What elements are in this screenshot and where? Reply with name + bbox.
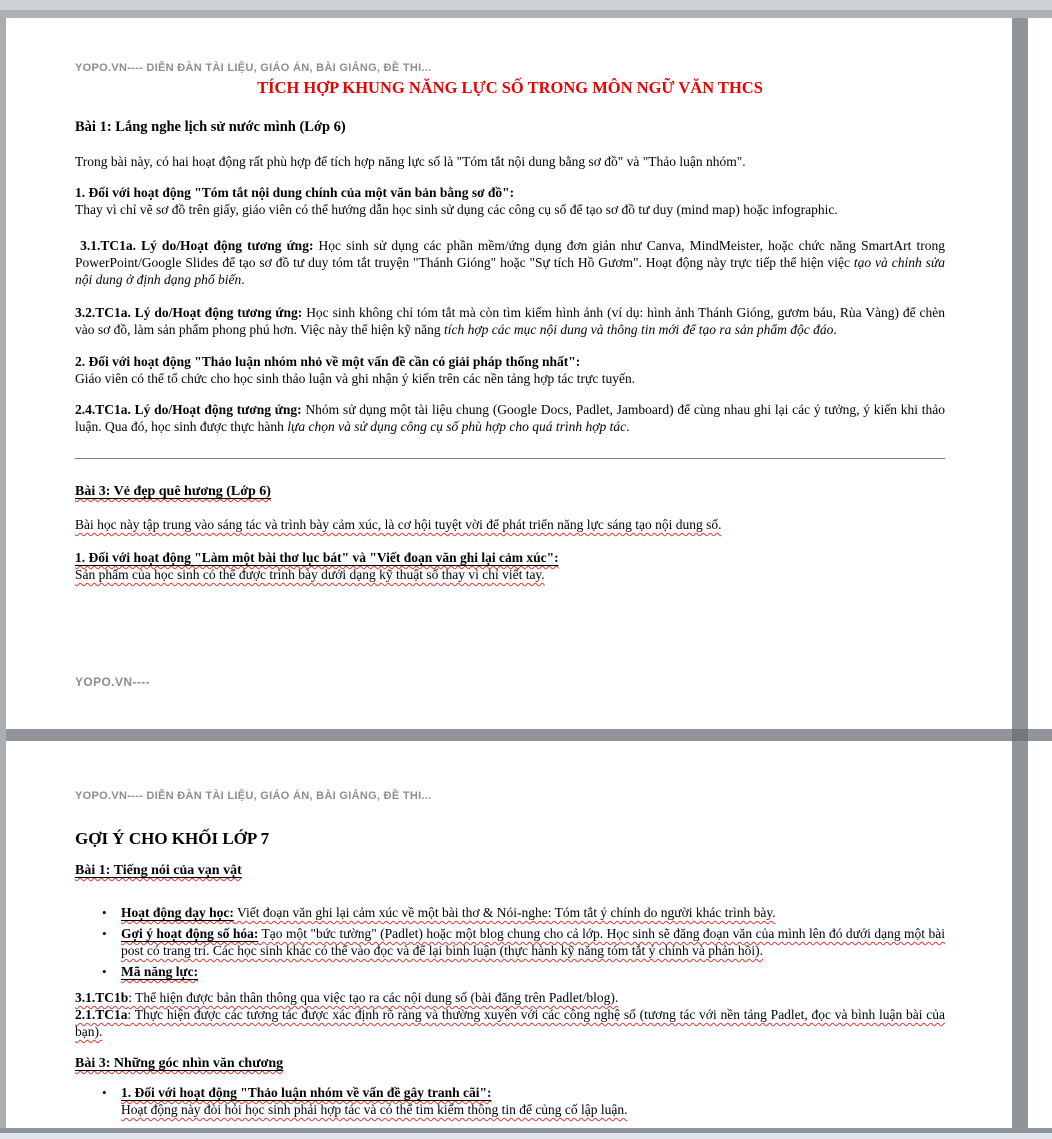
bullet-item [75,904,945,921]
paragraph [75,304,945,338]
paragraph [75,237,945,288]
paragraph [75,153,945,170]
text-run: GỢI Ý CHO KHỐI LỚP 7 [75,829,270,848]
bullet-icon: • [102,964,107,979]
document-footer: YOPO.VN---- [75,675,151,689]
text-line [121,963,945,980]
text-run: 2. Đối với hoạt động "Thảo luận nhóm nhỏ về một vấn đề cần có giải pháp thống nhất": [75,354,581,369]
text-run: 1. Đối với hoạt động "Tóm tắt nội dung chính của một văn bản bằng sơ đồ": [75,185,515,200]
text-run: 1. Đối với hoạt động "Thảo luận nhóm về vấn đề gây tranh cãi": [121,1085,492,1100]
document-header: YOPO.VN---- DIỄN ĐÀN TÀI LIỆU, GIÁO ÁN, BÀI GIẢNG, ĐỀ THI... [75,790,432,802]
paragraph [75,516,945,533]
text-line: 3.1.TC1b: Thể hiện được bản thân thông qua việc tạo ra các nội dung số (bài đăng trên Padlet/blog). [75,990,619,1005]
bottom-scroll-strip [0,1133,1052,1139]
page-1[interactable] [6,18,1012,729]
text-line [75,483,945,500]
text-line [75,353,945,370]
paragraph [75,549,945,583]
text-line [75,829,945,849]
toolbar-edge-light [0,0,1052,10]
text-line: Hoạt động dạy học: Viết đoạn văn ghi lại cảm xúc về một bài thơ & Nói-nghe: Tóm tắt ý chính do người khác trình bày. [121,905,776,920]
bullet-item [75,925,945,959]
text-run: Bài 3: Vẻ đẹp quê hương (Lớp 6) [75,484,271,499]
text-line [75,549,945,566]
bullet-text [121,925,945,959]
text-run: Hoạt động dạy học: [121,905,234,920]
text-run: lựa chọn và sử dụng công cụ số phù hợp cho quá trình hợp tác [287,419,627,434]
text-run: Mã năng lực: [121,964,199,979]
text-run: 2.1.TC1a [75,1007,128,1022]
page-2[interactable] [6,741,1012,1128]
adjacent-page-sliver-top [1028,18,1052,729]
bullet-list [75,904,945,980]
paragraph [75,401,945,435]
text-line: Sản phẩm của học sinh có thể được trình bày dưới dạng kỹ thuật số thay vì chỉ viết tay. [75,567,545,582]
text-line [75,184,945,201]
text-line: Trong bài này, có hai hoạt động rất phù hợp để tích hợp năng lực số là "Tóm tắt nội dung bằng sơ đồ" và "Thảo luận nhóm". [75,154,746,169]
text-line: Bài học này tập trung vào sáng tác và trình bày cảm xúc, là cơ hội tuyệt vời để phát triển năng lực sáng tạo nội dung số. [75,517,722,532]
text-line: Giáo viên có thể tổ chức cho học sinh thảo luận và ghi nhận ý kiến trên các nền tảng hợp tác trực tuyến. [75,371,636,386]
text-line: 2.4.TC1a. Lý do/Hoạt động tương ứng: Nhóm sử dụng một tài liệu chung (Google Docs, Padlet, Jamboard) để cùng nhau ghi lại các ý tưởng, ý kiến khi thảo luận. Qua đó, học sinh được thực hành lựa chọn và sử dụng công cụ số phù hợp cho quá trình hợp tác. [75,402,945,434]
bullet-icon: • [102,1085,107,1100]
paragraph [75,862,945,879]
bullet-list [75,1084,945,1118]
text-line [75,119,945,136]
text-line: 3.2.TC1a. Lý do/Hoạt động tương ứng: Học sinh không chỉ tóm tắt mà còn tìm kiếm hình ảnh (ví dụ: hình ảnh Thánh Gióng, gươm báu, Rùa Vàng) để chèn vào sơ đồ, làm sản phẩm phong phú hơn. Việc này thể hiện kỹ năng tích hợp các mục nội dung và thông tin mới để tạo ra sản phẩm độc đáo. [75,305,946,337]
text-line: 3.1.TC1a. Lý do/Hoạt động tương ứng: Học sinh sử dụng các phần mềm/ứng dụng đơn giản như Canva, MindMeister, hoặc chức năng SmartArt trong PowerPoint/Google Slides để tạo sơ đồ tư duy tóm tắt truyện "Thánh Gióng" hoặc "Sự tích Hồ Gươm". Hoạt động này trực tiếp thể hiện việc tạo và chỉnh sửa nội dung ở định dạng phổ biến. [75,238,946,287]
paragraph [75,989,945,1040]
toolbar-edge-dark [0,10,1052,18]
text-line [75,862,945,879]
text-line: Thay vì chỉ vẽ sơ đồ trên giấy, giáo viên có thể hướng dẫn học sinh sử dụng các công cụ số để tạo sơ đồ tư duy (mind map) hoặc infographic. [75,202,838,217]
document-title: TÍCH HỢP KHUNG NĂNG LỰC SỐ TRONG MÔN NGỮ VĂN THCS [257,78,763,97]
text-line: 2.1.TC1a: Thực hiện được các tương tác được xác định rõ ràng và thường xuyên với các công nghệ số (tương tác với nền tảng Padlet, đọc và bình luận bài của bạn). [75,1007,945,1039]
adjacent-page-sliver-bottom [1028,741,1052,1128]
page-2-content [6,790,1012,1118]
text-line: Gợi ý hoạt động số hóa: Tạo một "bức tường" (Padlet) hoặc một blog chung cho cả lớp. Học sinh sẽ đăng đoạn văn của mình lên đó dưới dạng một bài post có trang trí. Các học sinh khác có thể vào đọc và để lại bình luận (thực hành kỹ năng tóm tắt ý chính và phản hồi). [121,926,945,958]
text-run: Gợi ý hoạt động số hóa: [121,926,259,941]
text-line [121,1084,945,1101]
bullet-icon: • [102,926,107,941]
paragraph [75,353,945,387]
text-run: Bài 1: Tiếng nói của vạn vật [75,863,242,878]
paragraph [75,829,945,849]
page-2-body [75,829,945,1118]
document-header: YOPO.VN---- DIỄN ĐÀN TÀI LIỆU, GIÁO ÁN, BÀI GIẢNG, ĐỀ THI... [75,62,432,74]
page-1-content [6,62,1012,583]
section-divider [75,458,945,459]
text-run: 2.4.TC1a. Lý do/Hoạt động tương ứng: [75,402,306,417]
text-run: 1. Đối với hoạt động "Làm một bài thơ lục bát" và "Viết đoạn văn ghi lại cảm xúc": [75,550,559,565]
bullet-item [75,963,945,980]
bullet-text [121,963,945,980]
text-run: 3.1.TC1b [75,990,129,1005]
page-gap-intersection [1012,729,1028,741]
paragraph [75,483,945,500]
paragraph [75,119,945,136]
bullet-item [75,1084,945,1118]
text-run: tích hợp các mục nội dung và thông tin mới để tạo ra sản phẩm độc đáo [444,322,834,337]
text-run: Bài 1: Lắng nghe lịch sử nước mình (Lớp 6) [75,119,346,135]
text-run: tạo và chỉnh sửa nội dung ở định dạng phổ biến [75,255,945,287]
paragraph [75,184,945,218]
bullet-text [121,904,945,921]
text-run: 3.2.TC1a. Lý do/Hoạt động tương ứng: [75,305,307,320]
text-run: Bài 3: Những góc nhìn văn chương [75,1056,284,1071]
paragraph [75,1055,945,1072]
text-line [75,1055,945,1072]
text-run: 3.1.TC1a. Lý do/Hoạt động tương ứng: [75,238,319,253]
bullet-text [121,1084,945,1118]
text-line: Hoạt động này đòi hỏi học sinh phải hợp tác và có thể tìm kiếm thông tin để củng cố lập luận. [121,1102,628,1117]
page-1-body [75,119,945,583]
bullet-icon: • [102,905,107,920]
